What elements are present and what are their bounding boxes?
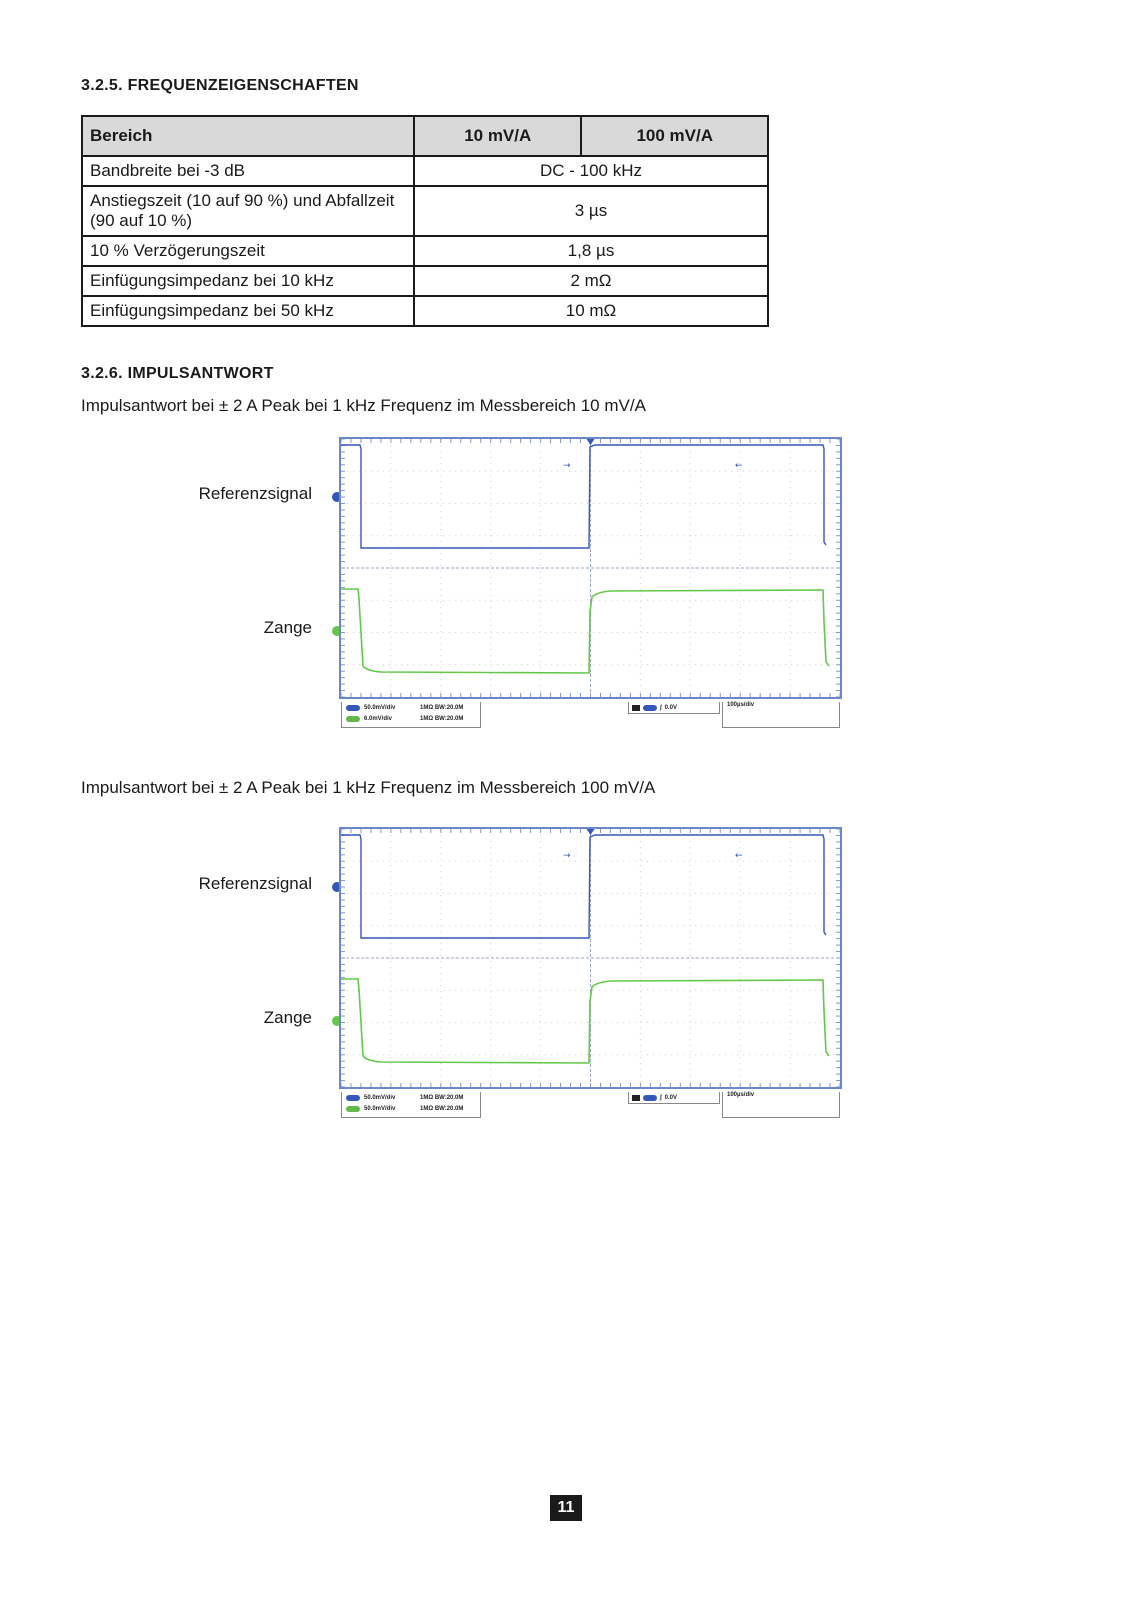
ch2-status <box>346 1104 463 1114</box>
scope-caption: Impulsantwort bei ± 2 A Peak bei 1 kHz Frequenz im Messbereich 100 mV/A <box>81 778 656 797</box>
table-header: 100 mV/A <box>581 116 768 156</box>
ch1-scale: 50.0mV/div <box>364 1095 396 1101</box>
scope-screen <box>339 827 842 1089</box>
timebase-value: 100µs/div <box>727 702 755 708</box>
row-label: Anstiegszeit (10 auf 90 %) und Abfallzeit (90 auf 10 %) <box>82 186 414 236</box>
trigger-edge-icon: ∫ <box>660 704 662 711</box>
ch2-impedance: 1MΩ BW:20.0M <box>420 716 464 722</box>
clamp-signal-label: Zange <box>263 1008 312 1027</box>
row-value: 1,8 µs <box>414 236 768 266</box>
trigger-level: 0.0V <box>664 1094 677 1101</box>
section-title-frequency: 3.2.5. FREQUENZEIGENSCHAFTEN <box>81 77 359 94</box>
reference-signal-label: Referenzsignal <box>198 484 312 503</box>
trigger-mode-icon <box>632 1095 640 1101</box>
scope-traces <box>341 829 840 1087</box>
ch2-chip-icon <box>346 1106 360 1112</box>
arrow-right-icon: → <box>563 461 571 471</box>
ch1-scale: 50.0mV/div <box>364 705 396 711</box>
table-row <box>82 296 768 326</box>
table-row <box>82 236 768 266</box>
timebase-status <box>722 702 840 728</box>
ch2-status <box>346 714 463 724</box>
ch2-scale: 6.0mV/div <box>364 716 393 722</box>
ch1-status <box>346 1093 463 1103</box>
scope-caption: Impulsantwort bei ± 2 A Peak bei 1 kHz Frequenz im Messbereich 10 mV/A <box>81 396 646 415</box>
ch2-scale: 50.0mV/div <box>364 1106 396 1112</box>
table-header-row <box>82 116 768 156</box>
trigger-source-icon <box>643 1095 657 1101</box>
channel-status <box>341 702 481 728</box>
clamp-trace <box>341 979 829 1063</box>
clamp-signal-label: Zange <box>263 618 312 637</box>
ch2-impedance: 1MΩ BW:20.0M <box>420 1106 464 1112</box>
trigger-status <box>628 702 720 714</box>
row-value: DC - 100 kHz <box>414 156 768 186</box>
row-value: 3 µs <box>414 186 768 236</box>
section-title-impulse: 3.2.6. IMPULSANTWORT <box>81 365 274 382</box>
trigger-position-icon <box>587 439 595 445</box>
oscilloscope-figure <box>0 827 1132 1127</box>
clamp-trace <box>341 589 829 673</box>
row-label: Einfügungsimpedanz bei 50 kHz <box>82 296 414 326</box>
ch1-chip-icon <box>346 1095 360 1101</box>
trigger-edge-icon: ∫ <box>660 1094 662 1101</box>
table-row <box>82 186 768 236</box>
channel-status <box>341 1092 481 1118</box>
frequency-table <box>81 115 769 327</box>
trigger-position-icon <box>587 829 595 835</box>
trigger-level: 0.0V <box>664 704 677 711</box>
table-header: Bereich <box>82 116 414 156</box>
row-label: Bandbreite bei -3 dB <box>82 156 414 186</box>
ch1-impedance: 1MΩ BW:20.0M <box>420 705 464 711</box>
arrow-right-icon: → <box>563 851 571 861</box>
table-row <box>82 156 768 186</box>
trigger-source-icon <box>643 705 657 711</box>
reference-trace <box>341 835 826 938</box>
row-value: 10 mΩ <box>414 296 768 326</box>
table-row <box>82 266 768 296</box>
row-label: Einfügungsimpedanz bei 10 kHz <box>82 266 414 296</box>
page-number: 11 <box>550 1495 582 1521</box>
reference-signal-label: Referenzsignal <box>198 874 312 893</box>
reference-trace <box>341 445 826 548</box>
timebase-value: 100µs/div <box>727 1092 755 1098</box>
ch1-status <box>346 703 463 713</box>
timebase-status <box>722 1092 840 1118</box>
ch2-chip-icon <box>346 716 360 722</box>
row-value: 2 mΩ <box>414 266 768 296</box>
scope-screen <box>339 437 842 699</box>
oscilloscope-figure <box>0 437 1132 737</box>
table-header: 10 mV/A <box>414 116 581 156</box>
row-label: 10 % Verzögerungszeit <box>82 236 414 266</box>
trigger-status <box>628 1092 720 1104</box>
arrow-left-icon: ← <box>735 461 743 471</box>
trigger-mode-icon <box>632 705 640 711</box>
arrow-left-icon: ← <box>735 851 743 861</box>
ch1-impedance: 1MΩ BW:20.0M <box>420 1095 464 1101</box>
ch1-chip-icon <box>346 705 360 711</box>
scope-traces <box>341 439 840 697</box>
